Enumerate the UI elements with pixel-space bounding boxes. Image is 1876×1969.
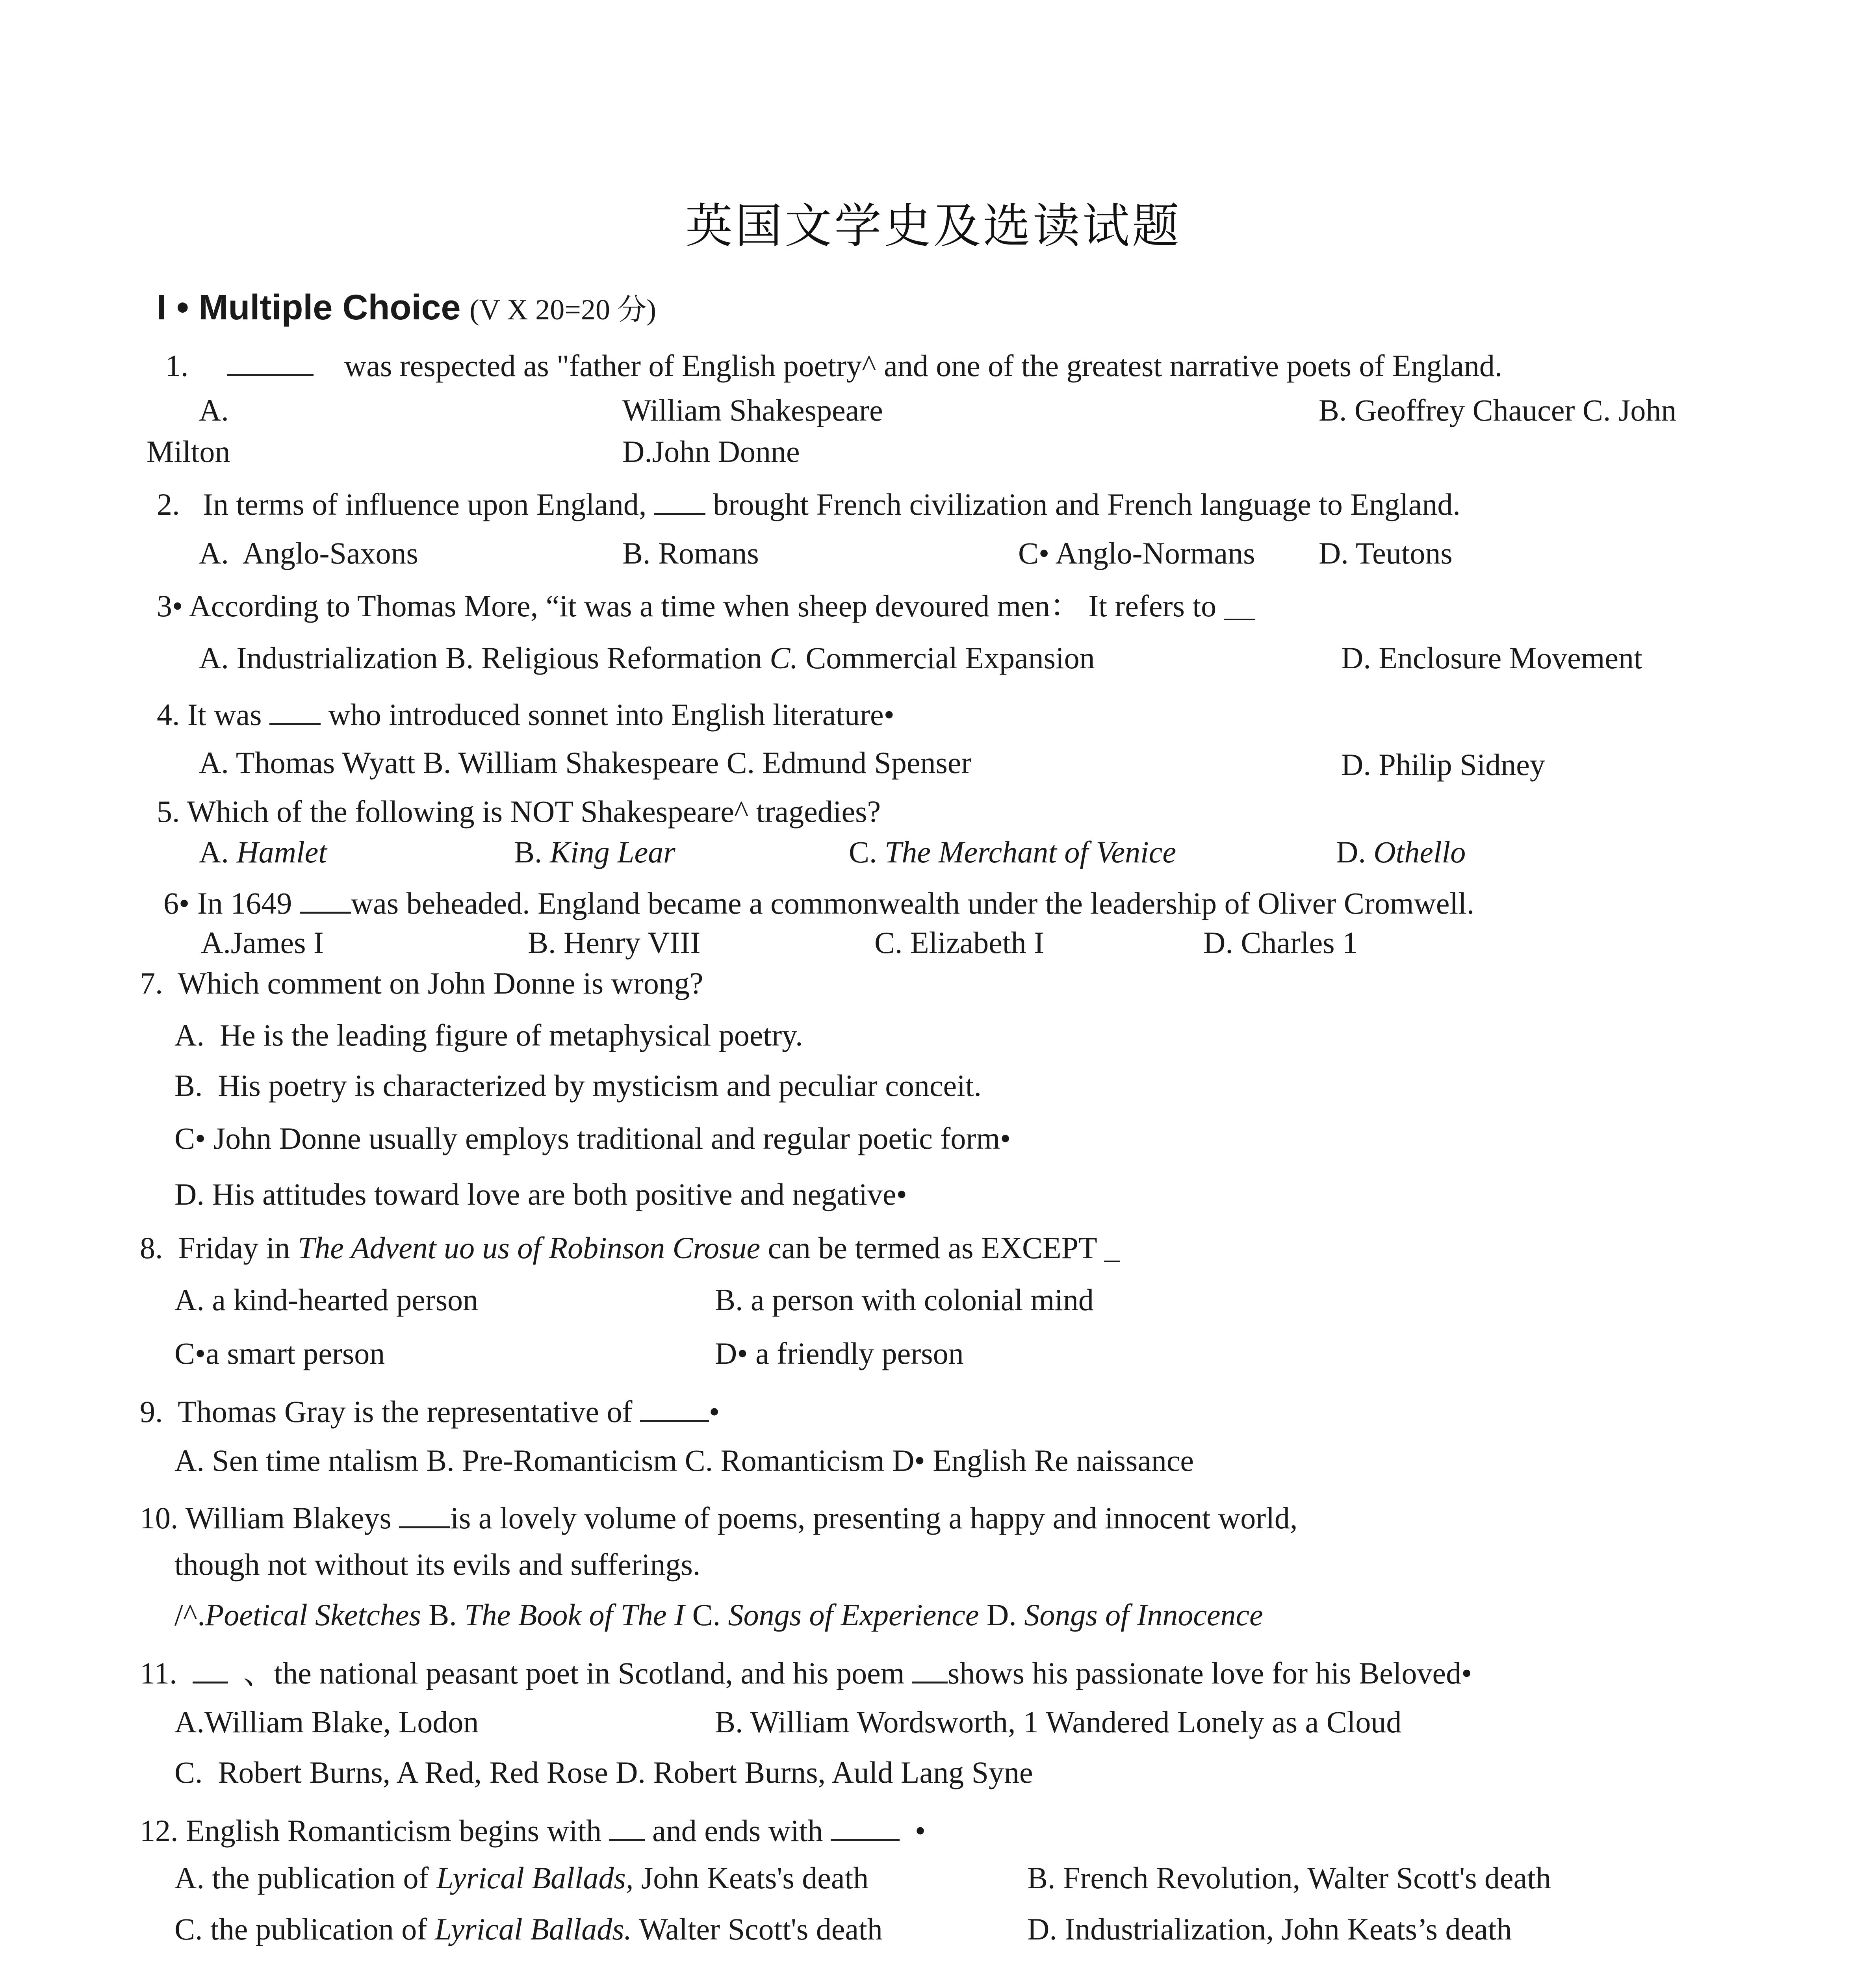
q1-option-bc: B. Geoffrey Chaucer C. John	[1319, 393, 1677, 427]
option-text: Commercial Expansion	[798, 641, 1095, 675]
question-text: 、the national peasant poet in Scotland, and his poem	[228, 1656, 912, 1691]
q7-option-b: B. His poetry is characterized by mysticism and peculiar conceit.	[174, 1068, 982, 1103]
answer-blank	[193, 1654, 228, 1683]
q6-option-c: C. Elizabeth I	[874, 925, 1045, 960]
question-text: can be termed as EXCEPT _	[760, 1231, 1120, 1265]
q11-option-a: A.William Blake, Lodon	[174, 1705, 479, 1739]
question-6	[163, 884, 1474, 919]
q12-option-b: B. French Revolution, Walter Scott's death	[1027, 1861, 1551, 1895]
answer-blank	[640, 1392, 709, 1422]
question-13	[140, 1967, 889, 1969]
q1-option-d: D.John Donne	[622, 434, 800, 469]
question-text: •	[899, 1813, 926, 1848]
answer-blank	[912, 1654, 948, 1683]
option-letter: C.	[849, 835, 885, 869]
option-letter: C.	[770, 641, 798, 675]
question-text: was beheaded. England became a commonwealth under the leadership of Oliver Cromwell.	[351, 886, 1475, 921]
q7-option-c: C• John Donne usually employs traditional and regular poetic form•	[174, 1121, 1011, 1155]
option-text: A. Industrialization B. Religious Reformation	[199, 641, 770, 675]
option-text: The Merchant of Venice	[885, 835, 1176, 869]
q8-option-b: B. a person with colonial mind	[715, 1283, 1094, 1317]
question-1	[165, 347, 1502, 381]
question-text: 12. English Romanticism begins with	[140, 1813, 609, 1848]
q11-options-cd: C. Robert Burns, A Red, Red Rose D. Robert Burns, Auld Lang Syne	[174, 1755, 1033, 1789]
option-text: John Keats's death	[633, 1861, 869, 1895]
question-text: 4. It was	[157, 697, 269, 732]
option-letter: A.	[199, 835, 237, 869]
answer-blank	[609, 1811, 645, 1841]
q3-option-d: D. Enclosure Movement	[1341, 641, 1642, 675]
question-10-cont: though not without its evils and sufferings.	[174, 1547, 701, 1582]
question-9	[140, 1392, 720, 1427]
page-title: 英国文学史及选读试题	[685, 200, 1182, 252]
option-letter: D.	[1336, 835, 1374, 869]
option-text: King Lear	[550, 835, 675, 869]
q11-option-b: B. William Wordsworth, 1 Wandered Lonely as a Cloud	[715, 1705, 1402, 1739]
option-letter: D.	[979, 1598, 1024, 1632]
question-text: 6• In 1649	[163, 886, 300, 921]
q12-option-a	[174, 1863, 868, 1893]
q5-option-b	[514, 837, 675, 868]
q12-option-d: D. Industrialization, John Keats’s death	[1027, 1912, 1512, 1946]
question-2	[157, 485, 1460, 520]
option-letter: C.	[685, 1598, 728, 1632]
q2-option-c: C• Anglo-Normans	[1018, 536, 1255, 570]
question-text: brought French civilization and French language to England.	[705, 487, 1460, 522]
answer-blank	[269, 695, 321, 725]
question-text: 11.	[140, 1656, 193, 1691]
option-text: Walter Scott's death	[632, 1912, 883, 1946]
q1-option-a: A.	[199, 393, 229, 427]
answer-blank	[831, 1811, 900, 1841]
question-text: who introduced sonnet into English literature•	[320, 697, 894, 732]
answer-blank	[227, 347, 314, 376]
section-points: (V X 20=20 分)	[469, 294, 657, 326]
book-title: Lyrical Ballads.	[434, 1912, 632, 1946]
question-text: 8. Friday in	[140, 1231, 298, 1265]
q7-option-d: D. His attitudes toward love are both positive and negative•	[174, 1177, 907, 1211]
question-3: 3• According to Thomas More, “it was a time when sheep devoured men： It refers to __	[157, 589, 1255, 623]
question-number: 1.	[165, 349, 189, 383]
q1-option-a-text: William Shakespeare	[622, 393, 883, 427]
q6-option-a: A.James I	[201, 925, 324, 960]
book-title: The Advent uo us of Robinson Crosue	[297, 1231, 761, 1265]
question-text: and ends with	[644, 1813, 831, 1848]
question-10	[140, 1499, 1297, 1533]
q10-options	[174, 1600, 1263, 1630]
answer-blank	[399, 1499, 450, 1528]
option-text: Songs of Innocence	[1024, 1598, 1263, 1632]
option-text: Othello	[1373, 835, 1466, 869]
option-letter: B.	[421, 1598, 465, 1632]
option-letter: B.	[514, 835, 550, 869]
q1-option-c-cont: Milton	[147, 434, 230, 469]
book-title: Lyrical Ballads,	[436, 1861, 634, 1895]
question-4	[157, 695, 894, 730]
question-12	[140, 1811, 926, 1846]
q8-option-c: C•a smart person	[174, 1336, 385, 1370]
question-text: is a lovely volume of poems, presenting a happy and innocent world,	[450, 1501, 1298, 1535]
section-title: I • Multiple Choice	[157, 288, 461, 327]
question-7: 7. Which comment on John Donne is wrong?	[140, 966, 703, 1000]
q2-option-b: B. Romans	[622, 536, 759, 570]
option-text: The Book of The I	[464, 1598, 685, 1632]
question-text: 10. William Blakeys	[140, 1501, 399, 1535]
question-text: 9. Thomas Gray is the representative of	[140, 1394, 640, 1429]
q6-option-b: B. Henry VIII	[528, 925, 701, 960]
q7-option-a: A. He is the leading figure of metaphysical poetry.	[174, 1018, 803, 1052]
option-text: Songs of Experience	[728, 1598, 979, 1632]
question-5: 5. Which of the following is NOT Shakespeare^ tragedies?	[157, 794, 881, 829]
q5-option-c	[849, 837, 1176, 868]
answer-blank	[654, 485, 705, 515]
option-text: Hamlet	[236, 835, 327, 869]
q12-option-c	[174, 1914, 883, 1945]
option-text: Poetical Sketches	[205, 1598, 421, 1632]
q2-option-d: D. Teutons	[1319, 536, 1453, 570]
q5-option-a	[199, 837, 327, 868]
q4-options-abc: A. Thomas Wyatt B. William Shakespeare C. Edmund Spenser	[199, 745, 972, 780]
question-text: shows his passionate love for his Beloved•	[947, 1656, 1472, 1691]
q5-option-d	[1336, 837, 1466, 868]
question-text: was respected as "father of English poetry^ and one of the greatest narrative poets of England.	[344, 349, 1503, 383]
q8-option-a: A. a kind-hearted person	[174, 1283, 479, 1317]
q3-options-abc	[199, 643, 1095, 673]
question-8	[140, 1233, 1120, 1263]
section-heading	[157, 290, 656, 326]
option-letter: /^.	[174, 1598, 205, 1632]
question-text: •	[709, 1394, 720, 1429]
q2-option-a: A. Anglo-Saxons	[199, 536, 418, 570]
option-text: A. the publication of	[174, 1861, 437, 1895]
q8-option-d: D• a friendly person	[715, 1336, 964, 1370]
q4-option-d: D. Philip Sidney	[1341, 747, 1545, 782]
question-text: 2. In terms of influence upon England,	[157, 487, 654, 522]
question-11	[140, 1654, 1472, 1689]
answer-blank	[194, 1967, 229, 1969]
q6-option-d: D. Charles 1	[1203, 925, 1358, 960]
q9-options: A. Sen time ntalism B. Pre-Romanticism C. Romanticism D• English Re naissance	[174, 1443, 1194, 1478]
answer-blank	[300, 884, 351, 914]
option-text: C. the publication of	[174, 1912, 435, 1946]
